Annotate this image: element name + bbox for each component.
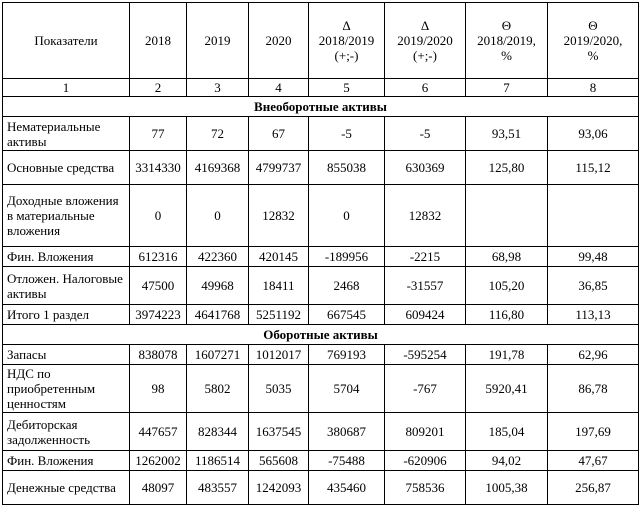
table-row bbox=[3, 185, 639, 247]
table-cell: 93,51 bbox=[466, 117, 548, 151]
table-cell: 12832 bbox=[385, 185, 466, 247]
table-cell: -767 bbox=[385, 365, 466, 413]
header-line: (+;-) bbox=[413, 48, 437, 63]
header-line: 2019/2020, bbox=[563, 33, 623, 48]
table-cell: 3974223 bbox=[130, 305, 187, 325]
table-cell: 1186514 bbox=[187, 451, 249, 471]
table-cell: 36,85 bbox=[548, 267, 639, 305]
column-number: 1 bbox=[3, 79, 130, 97]
header-line: Δ bbox=[420, 18, 430, 33]
table-body bbox=[3, 3, 639, 505]
table-cell: 5251192 bbox=[249, 305, 309, 325]
table-row bbox=[3, 413, 639, 451]
header-cell-2019: 2019 bbox=[187, 3, 249, 79]
row-label: НДС по приобретенным ценностям bbox=[3, 365, 130, 413]
header-cell-2018: 2018 bbox=[130, 3, 187, 79]
table-cell: 1012017 bbox=[249, 345, 309, 365]
table-cell: 3314330 bbox=[130, 151, 187, 185]
row-label: Дебиторская задолженность bbox=[3, 413, 130, 451]
table-cell: 1005,38 bbox=[466, 471, 548, 505]
header-line: Θ bbox=[501, 18, 512, 33]
table-cell: 855038 bbox=[309, 151, 385, 185]
table-cell: 113,13 bbox=[548, 305, 639, 325]
table-cell: 0 bbox=[309, 185, 385, 247]
table-cell: -31557 bbox=[385, 267, 466, 305]
table-cell: 828344 bbox=[187, 413, 249, 451]
header-cell-indicator: Показатели bbox=[3, 3, 130, 79]
table-cell: 0 bbox=[130, 185, 187, 247]
table-cell: 185,04 bbox=[466, 413, 548, 451]
header-line: Θ bbox=[588, 18, 598, 33]
table-cell: 435460 bbox=[309, 471, 385, 505]
table-cell: 380687 bbox=[309, 413, 385, 451]
table-cell: 62,96 bbox=[548, 345, 639, 365]
section-title: Оборотные активы bbox=[3, 325, 639, 345]
row-label: Итого 1 раздел bbox=[3, 305, 130, 325]
header-line: 2019/2020 bbox=[397, 33, 453, 48]
table-cell: 1262002 bbox=[130, 451, 187, 471]
header-line: % bbox=[587, 48, 599, 63]
header-cell-growth-2019-2020 bbox=[548, 3, 639, 79]
table-cell: 99,48 bbox=[548, 247, 639, 267]
column-number: 6 bbox=[385, 79, 466, 97]
table-cell: 422360 bbox=[187, 247, 249, 267]
header-cell-delta-2019-2020 bbox=[385, 3, 466, 79]
table-cell: 769193 bbox=[309, 345, 385, 365]
column-number: 4 bbox=[249, 79, 309, 97]
table-cell: 5802 bbox=[187, 365, 249, 413]
table-cell: 565608 bbox=[249, 451, 309, 471]
table-cell: 191,78 bbox=[466, 345, 548, 365]
table-cell: 72 bbox=[187, 117, 249, 151]
table-row bbox=[3, 117, 639, 151]
table-cell: 105,20 bbox=[466, 267, 548, 305]
table-cell: 86,78 bbox=[548, 365, 639, 413]
column-number: 2 bbox=[130, 79, 187, 97]
row-label: Фин. Вложения bbox=[3, 451, 130, 471]
row-label: Доходные вложения в материальные вложения bbox=[3, 185, 130, 247]
row-label: Отложен. Налоговые активы bbox=[3, 267, 130, 305]
table-cell: 116,80 bbox=[466, 305, 548, 325]
header-line: 2018/2019 bbox=[318, 33, 375, 48]
table-row bbox=[3, 247, 639, 267]
header-row bbox=[3, 3, 639, 79]
table-cell: 98 bbox=[130, 365, 187, 413]
table-cell: -189956 bbox=[309, 247, 385, 267]
row-label: Основные средства bbox=[3, 151, 130, 185]
table-cell: 809201 bbox=[385, 413, 466, 451]
table-cell: 1637545 bbox=[249, 413, 309, 451]
table-cell bbox=[466, 185, 548, 247]
section-row bbox=[3, 325, 639, 345]
table-cell: 94,02 bbox=[466, 451, 548, 471]
table-row bbox=[3, 267, 639, 305]
table-cell: -2215 bbox=[385, 247, 466, 267]
table-cell: 5920,41 bbox=[466, 365, 548, 413]
table-cell: 420145 bbox=[249, 247, 309, 267]
table-cell: 609424 bbox=[385, 305, 466, 325]
row-label: Фин. Вложения bbox=[3, 247, 130, 267]
table-cell: 1242093 bbox=[249, 471, 309, 505]
table-cell: 256,87 bbox=[548, 471, 639, 505]
table-cell: 758536 bbox=[385, 471, 466, 505]
table-cell: 2468 bbox=[309, 267, 385, 305]
header-line: 2018/2019, bbox=[477, 33, 536, 48]
table-cell: 667545 bbox=[309, 305, 385, 325]
table-cell: 612316 bbox=[130, 247, 187, 267]
table-cell: 838078 bbox=[130, 345, 187, 365]
table-cell: 483557 bbox=[187, 471, 249, 505]
table-cell: -620906 bbox=[385, 451, 466, 471]
header-line: Δ bbox=[342, 18, 351, 33]
table-cell: 630369 bbox=[385, 151, 466, 185]
table-cell: 125,80 bbox=[466, 151, 548, 185]
financial-table bbox=[2, 2, 639, 505]
table-cell: -5 bbox=[309, 117, 385, 151]
table-cell: 4169368 bbox=[187, 151, 249, 185]
table-cell bbox=[548, 185, 639, 247]
table-cell: 68,98 bbox=[466, 247, 548, 267]
header-line: (+;-) bbox=[334, 48, 359, 63]
table-row bbox=[3, 365, 639, 413]
table-cell: 48097 bbox=[130, 471, 187, 505]
column-number: 5 bbox=[309, 79, 385, 97]
table-cell: -5 bbox=[385, 117, 466, 151]
header-cell-delta-2018-2019 bbox=[309, 3, 385, 79]
table-cell: 4799737 bbox=[249, 151, 309, 185]
table-cell: 5704 bbox=[309, 365, 385, 413]
table-cell: 447657 bbox=[130, 413, 187, 451]
row-label: Запасы bbox=[3, 345, 130, 365]
column-number: 7 bbox=[466, 79, 548, 97]
section-title: Внеоборотные активы bbox=[3, 97, 639, 117]
table-cell: 77 bbox=[130, 117, 187, 151]
table-row bbox=[3, 151, 639, 185]
table-row bbox=[3, 451, 639, 471]
table-row bbox=[3, 471, 639, 505]
table-row bbox=[3, 305, 639, 325]
column-number: 8 bbox=[548, 79, 639, 97]
table-cell: 93,06 bbox=[548, 117, 639, 151]
table-cell: 47,67 bbox=[548, 451, 639, 471]
table-cell: 49968 bbox=[187, 267, 249, 305]
table-row bbox=[3, 345, 639, 365]
table-cell: 115,12 bbox=[548, 151, 639, 185]
table-cell: -595254 bbox=[385, 345, 466, 365]
section-row bbox=[3, 97, 639, 117]
table-cell: 4641768 bbox=[187, 305, 249, 325]
row-label: Нематериальные активы bbox=[3, 117, 130, 151]
table-cell: 67 bbox=[249, 117, 309, 151]
row-label: Денежные средства bbox=[3, 471, 130, 505]
column-number-row bbox=[3, 79, 639, 97]
header-line: % bbox=[501, 48, 512, 63]
table-cell: 18411 bbox=[249, 267, 309, 305]
table-cell: 5035 bbox=[249, 365, 309, 413]
header-cell-2020: 2020 bbox=[249, 3, 309, 79]
column-number: 3 bbox=[187, 79, 249, 97]
table-cell: 0 bbox=[187, 185, 249, 247]
table-cell: 1607271 bbox=[187, 345, 249, 365]
table-cell: 47500 bbox=[130, 267, 187, 305]
table-cell: 12832 bbox=[249, 185, 309, 247]
header-cell-growth-2018-2019 bbox=[466, 3, 548, 79]
table-cell: -75488 bbox=[309, 451, 385, 471]
table-cell: 197,69 bbox=[548, 413, 639, 451]
